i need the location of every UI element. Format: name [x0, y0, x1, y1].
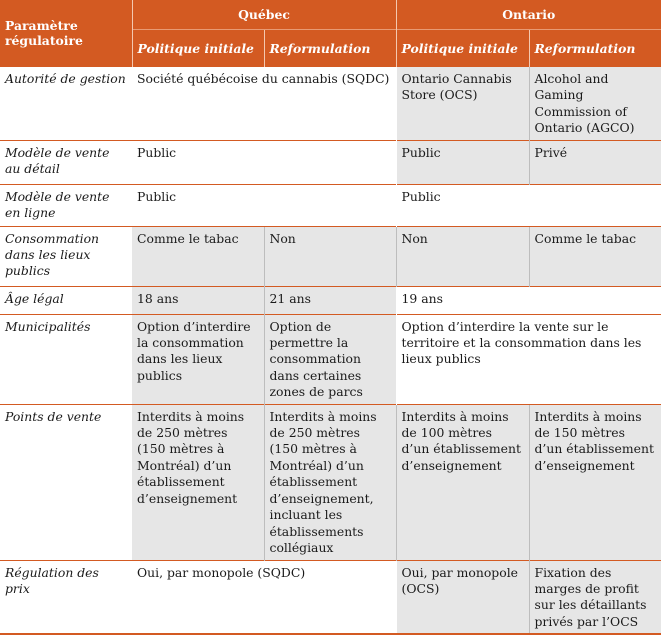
- row-label: Municipalités: [0, 314, 132, 404]
- table-cell: Option d’interdire la consommation dans les lieux publics: [132, 314, 264, 404]
- table-cell: Option de permettre la consommation dans certaines zones de parcs: [264, 314, 396, 404]
- table-cell: Non: [396, 226, 529, 286]
- ontario-reform-header: Reformulation: [529, 30, 661, 67]
- table-row: [0, 286, 661, 314]
- table-row: [0, 560, 661, 634]
- table-cell: Comme le tabac: [132, 226, 264, 286]
- table-cell: Interdits à moins de 100 mètres d’un établissement d’enseignement: [396, 404, 529, 560]
- table-cell: 19 ans: [396, 286, 661, 314]
- table-row: [0, 226, 661, 286]
- table-cell: Public: [396, 184, 661, 226]
- row-label: Points de vente: [0, 404, 132, 560]
- table-cell: Oui, par monopole (SQDC): [132, 560, 396, 634]
- row-label: Âge légal: [0, 286, 132, 314]
- table-row: [0, 67, 661, 141]
- quebec-initial-header: Politique initiale: [132, 30, 264, 67]
- table-cell: 21 ans: [264, 286, 396, 314]
- table-row: [0, 314, 661, 404]
- table-cell: Alcohol and Gaming Commission of Ontario (AGCO): [529, 67, 661, 141]
- ontario-header: Ontario: [396, 0, 661, 30]
- param-column-header: Paramètre régulatoire: [0, 0, 132, 67]
- table-cell: Public: [132, 184, 396, 226]
- table-cell: Oui, par monopole (OCS): [396, 560, 529, 634]
- table-row: [0, 140, 661, 184]
- table-cell: Public: [132, 140, 396, 184]
- table-cell: 18 ans: [132, 286, 264, 314]
- row-label: Régulation des prix: [0, 560, 132, 634]
- table-cell: Interdits à moins de 250 mètres (150 mètres à Montréal) d’un établissement d’enseignement, incluant les établissements collégiaux: [264, 404, 396, 560]
- ontario-initial-header: Politique initiale: [396, 30, 529, 67]
- table-cell: Fixation des marges de profit sur les détaillants privés par l’OCS: [529, 560, 661, 634]
- quebec-reform-header: Reformulation: [264, 30, 396, 67]
- row-label: Modèle de vente au détail: [0, 140, 132, 184]
- table-cell: Interdits à moins de 150 mètres d’un établissement d’enseignement: [529, 404, 661, 560]
- table-cell: Public: [396, 140, 529, 184]
- quebec-header: Québec: [132, 0, 396, 30]
- row-label: Autorité de gestion: [0, 67, 132, 141]
- table-row: [0, 404, 661, 560]
- table-cell: Comme le tabac: [529, 226, 661, 286]
- table-cell: Non: [264, 226, 396, 286]
- table-row: [0, 184, 661, 226]
- row-label: Modèle de vente en ligne: [0, 184, 132, 226]
- table-cell: Société québécoise du cannabis (SQDC): [132, 67, 396, 141]
- table-cell: Interdits à moins de 250 mètres (150 mètres à Montréal) d’un établissement d’enseignement: [132, 404, 264, 560]
- table-cell: Privé: [529, 140, 661, 184]
- table-cell: Option d’interdire la vente sur le territoire et la consommation dans les lieux publics: [396, 314, 661, 404]
- table-cell: Ontario Cannabis Store (OCS): [396, 67, 529, 141]
- row-label: Consommation dans les lieux publics: [0, 226, 132, 286]
- header-row-provinces: [0, 0, 661, 30]
